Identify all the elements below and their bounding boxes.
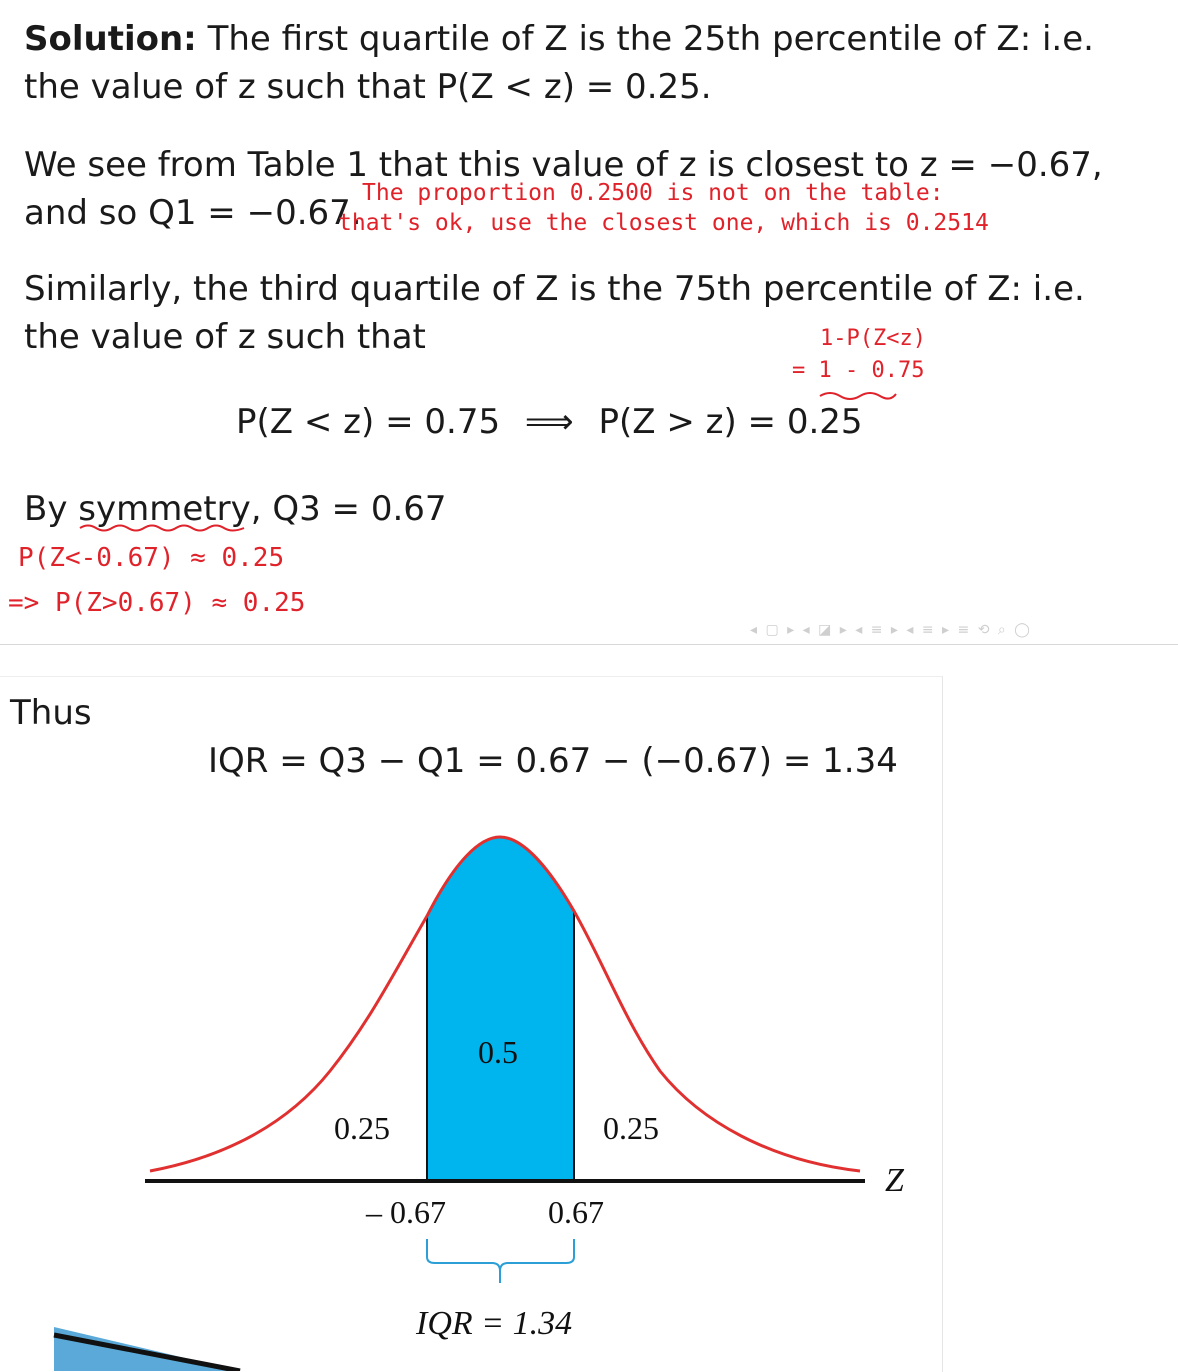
symmetry-suffix: , Q3 = 0.67 [250, 489, 447, 529]
solution-line-2: the value of z such that P(Z < z) = 0.25. [24, 67, 712, 107]
q1-value-label: – 0.67 [366, 1194, 446, 1230]
table-lookup-line: We see from Table 1 that this value of z is closest to z = −0.67, [24, 145, 1103, 185]
left-tail-label: 0.25 [334, 1110, 390, 1146]
handwritten-symmetry-2: => P(Z>0.67) ≈ 0.25 [8, 588, 306, 618]
handwritten-note-closest: that's ok, use the closest one, which is 0.2514 [338, 210, 989, 236]
normal-curve-figure [0, 771, 942, 1371]
z-axis-label: Z [885, 1162, 904, 1199]
iqr-brace [427, 1239, 574, 1283]
solution-line-1 [24, 19, 1094, 59]
iqr-shaded-area [427, 837, 574, 1181]
third-quartile-line: Similarly, the third quartile of Z is the 75th percentile of Z: i.e. [24, 269, 1085, 309]
quartile-equation [236, 402, 863, 442]
handwritten-note-proportion: The proportion 0.2500 is not on the table: [362, 180, 944, 206]
symmetry-underline [78, 522, 248, 534]
slide-divider [0, 644, 1178, 645]
handwritten-complement-value: = 1 - 0.75 [792, 358, 925, 383]
iqr-equation: IQR = Q3 − Q1 = 0.67 − (−0.67) = 1.34 [208, 741, 898, 781]
third-quartile-line-2: the value of z such that [24, 317, 426, 357]
beamer-navigation[interactable]: ◂ ▢ ▸ ◂ ◪ ▸ ◂ ≡ ▸ ◂ ≡ ▸ ≡ ⟲ ⌕ ◯ [750, 622, 1032, 638]
right-tail-label: 0.25 [603, 1110, 659, 1146]
equation-right: P(Z > z) = 0.25 [598, 402, 863, 442]
solution-label: Solution: [24, 19, 197, 59]
handwritten-complement: 1-P(Z<z) [820, 326, 926, 351]
handwritten-symmetry-1: P(Z<-0.67) ≈ 0.25 [18, 543, 285, 573]
equation-left: P(Z < z) = 0.75 [236, 402, 501, 442]
center-area-label: 0.5 [478, 1034, 518, 1070]
symmetry-line [24, 489, 447, 529]
symmetry-word: symmetry [78, 489, 251, 529]
q3-value-label: 0.67 [548, 1194, 604, 1230]
implies-arrow: ⟹ [524, 402, 574, 442]
symmetry-prefix: By [24, 489, 79, 529]
q1-result-line: and so Q1 = −0.67. [24, 193, 362, 233]
iqr-value-label: IQR = 1.34 [416, 1305, 573, 1342]
thus-label: Thus [10, 693, 92, 733]
solution-text-1: The first quartile of Z is the 25th percentile of Z: i.e. [207, 19, 1094, 59]
handwritten-underline [818, 388, 898, 402]
